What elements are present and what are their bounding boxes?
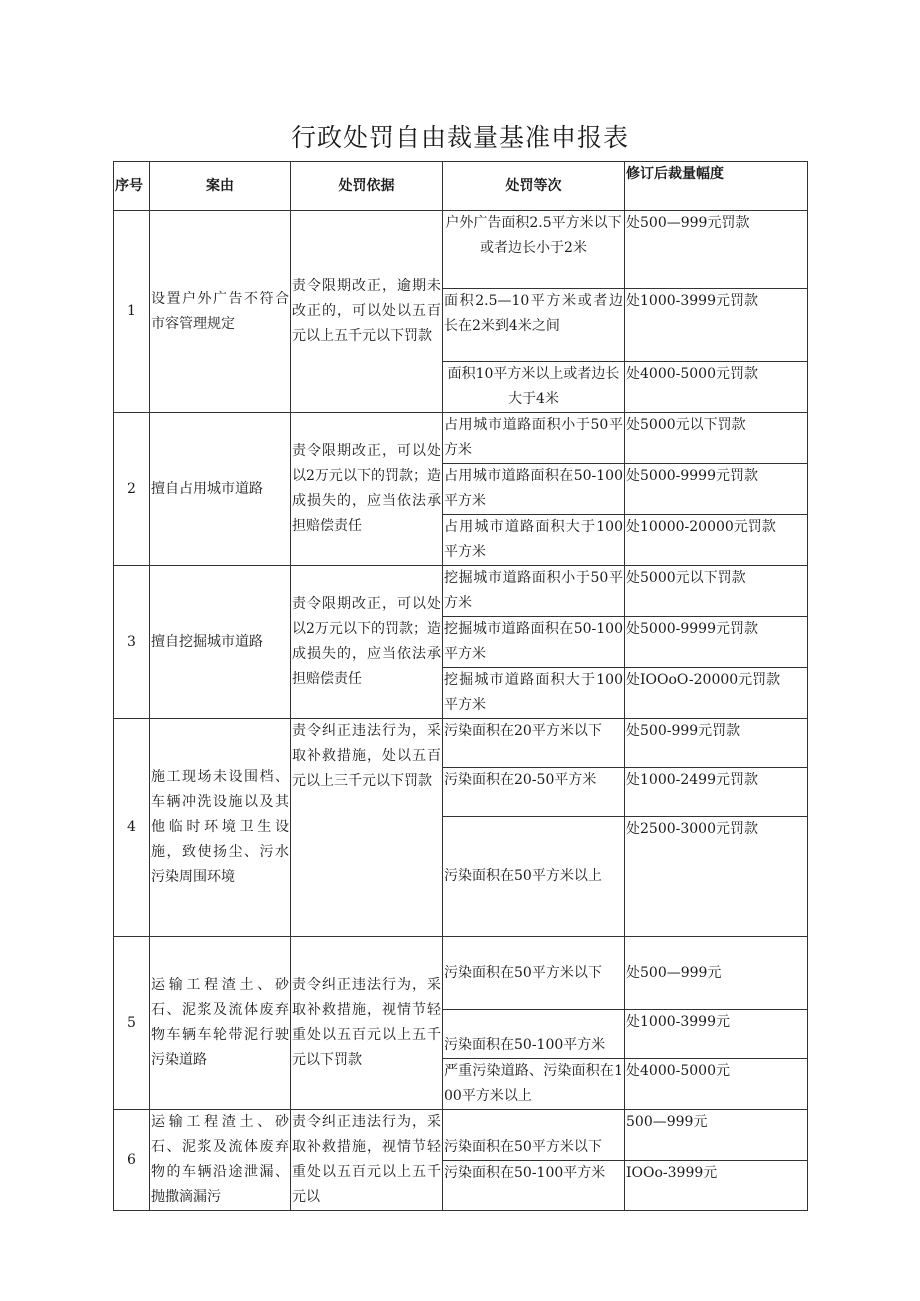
row-cause: 设置户外广告不符合市容管理规定 <box>150 211 291 413</box>
row-level: 污染面积在50-100平方米 <box>443 1010 625 1059</box>
row-range: 处10000-20000元罚款 <box>625 515 808 566</box>
row-level: 污染面积在50平方米以上 <box>443 817 625 937</box>
row-range: 处5000-9999元罚款 <box>625 617 808 668</box>
row-seq: 5 <box>114 937 150 1110</box>
row-seq: 2 <box>114 413 150 566</box>
row-level: 挖掘城市道路面积在50-100平方米 <box>443 617 625 668</box>
row-range: 处IOOoO-20000元罚款 <box>625 668 808 719</box>
header-basis: 处罚依据 <box>291 162 443 211</box>
row-seq: 3 <box>114 566 150 719</box>
row-level: 污染面积在50平方米以下 <box>443 1110 625 1161</box>
row-seq: 6 <box>114 1110 150 1211</box>
row-range: 处5000元以下罚款 <box>625 413 808 464</box>
row-seq: 1 <box>114 211 150 413</box>
row-cause: 运输工程渣土、砂石、泥浆及流体废弃物车辆车轮带泥行驶污染道路 <box>150 937 291 1110</box>
row-range: IOOo-3999元 <box>625 1160 808 1211</box>
row-cause: 运输工程渣土、砂石、泥浆及流体废弃物的车辆沿途泄漏、抛撒滴漏污 <box>150 1110 291 1211</box>
row-level: 面积10平方米以上或者边长大于4米 <box>443 362 625 413</box>
table-row <box>114 937 808 1010</box>
row-basis: 责令限期改正，逾期未改正的，可以处以五百元以上五千元以下罚款 <box>291 211 443 413</box>
table-row <box>114 719 808 768</box>
row-level: 污染面积在50平方米以下 <box>443 937 625 1010</box>
table-row <box>114 566 808 617</box>
row-cause: 擅自挖掘城市道路 <box>150 566 291 719</box>
row-range: 处5000-9999元罚款 <box>625 464 808 515</box>
row-level: 占用城市道路面积小于50平方米 <box>443 413 625 464</box>
row-level: 面积2.5—10平方米或者边长在2米到4米之间 <box>443 289 625 362</box>
row-range: 处4000-5000元 <box>625 1059 808 1110</box>
row-level: 占用城市道路面积在50-100平方米 <box>443 464 625 515</box>
row-cause: 施工现场未设围档、车辆冲洗设施以及其他临时环境卫生设施，致使扬尘、污水污染周围环境 <box>150 719 291 937</box>
header-range: 修订后裁量幅度 <box>625 162 808 211</box>
header-seq: 序号 <box>114 162 150 211</box>
row-range: 处1000-3999元罚款 <box>625 289 808 362</box>
header-row <box>114 162 808 211</box>
header-level: 处罚等次 <box>443 162 625 211</box>
row-level: 污染面积在50-100平方米 <box>443 1160 625 1211</box>
row-range: 处500-999元罚款 <box>625 719 808 768</box>
row-level: 挖掘城市道路面积小于50平方米 <box>443 566 625 617</box>
table-row <box>114 211 808 289</box>
row-range: 处4000-5000元罚款 <box>625 362 808 413</box>
row-seq: 4 <box>114 719 150 937</box>
table-row <box>114 1110 808 1161</box>
row-cause: 擅自占用城市道路 <box>150 413 291 566</box>
row-level: 污染面积在20平方米以下 <box>443 719 625 768</box>
row-range: 处500—999元 <box>625 937 808 1010</box>
row-range: 处1000-3999元 <box>625 1010 808 1059</box>
row-level: 户外广告面积2.5平方米以下或者边长小于2米 <box>443 211 625 289</box>
row-range: 处1000-2499元罚款 <box>625 768 808 817</box>
row-range: 处2500-3000元罚款 <box>625 817 808 937</box>
row-level: 挖掘城市道路面积大于100平方米 <box>443 668 625 719</box>
row-range: 处500—999元罚款 <box>625 211 808 289</box>
table-row <box>114 413 808 464</box>
page-title: 行政处罚自由裁量基准申报表 <box>290 123 629 152</box>
row-level: 占用城市道路面积大于100平方米 <box>443 515 625 566</box>
row-level: 严重污染道路、污染面积在100平方米以上 <box>443 1059 625 1110</box>
row-basis: 责令纠正违法行为，采取补救措施，视情节轻重处以五百元以上五千元以 <box>291 1110 443 1211</box>
row-basis: 责令纠正违法行为，采取补救措施，处以五百元以上三千元以下罚款 <box>291 719 443 937</box>
row-basis: 责令纠正违法行为，采取补救措施，视情节轻重处以五百元以上五千元以下罚款 <box>291 937 443 1110</box>
row-basis: 责令限期改正，可以处以2万元以下的罚款；造成损失的，应当依法承担赔偿责任 <box>291 413 443 566</box>
header-cause: 案由 <box>150 162 291 211</box>
row-range: 500—999元 <box>625 1110 808 1161</box>
penalty-table <box>113 161 808 1211</box>
row-level: 污染面积在20-50平方米 <box>443 768 625 817</box>
row-range: 处5000元以下罚款 <box>625 566 808 617</box>
row-basis: 责令限期改正，可以处以2万元以下的罚款；造成损失的，应当依法承担赔偿责任 <box>291 566 443 719</box>
